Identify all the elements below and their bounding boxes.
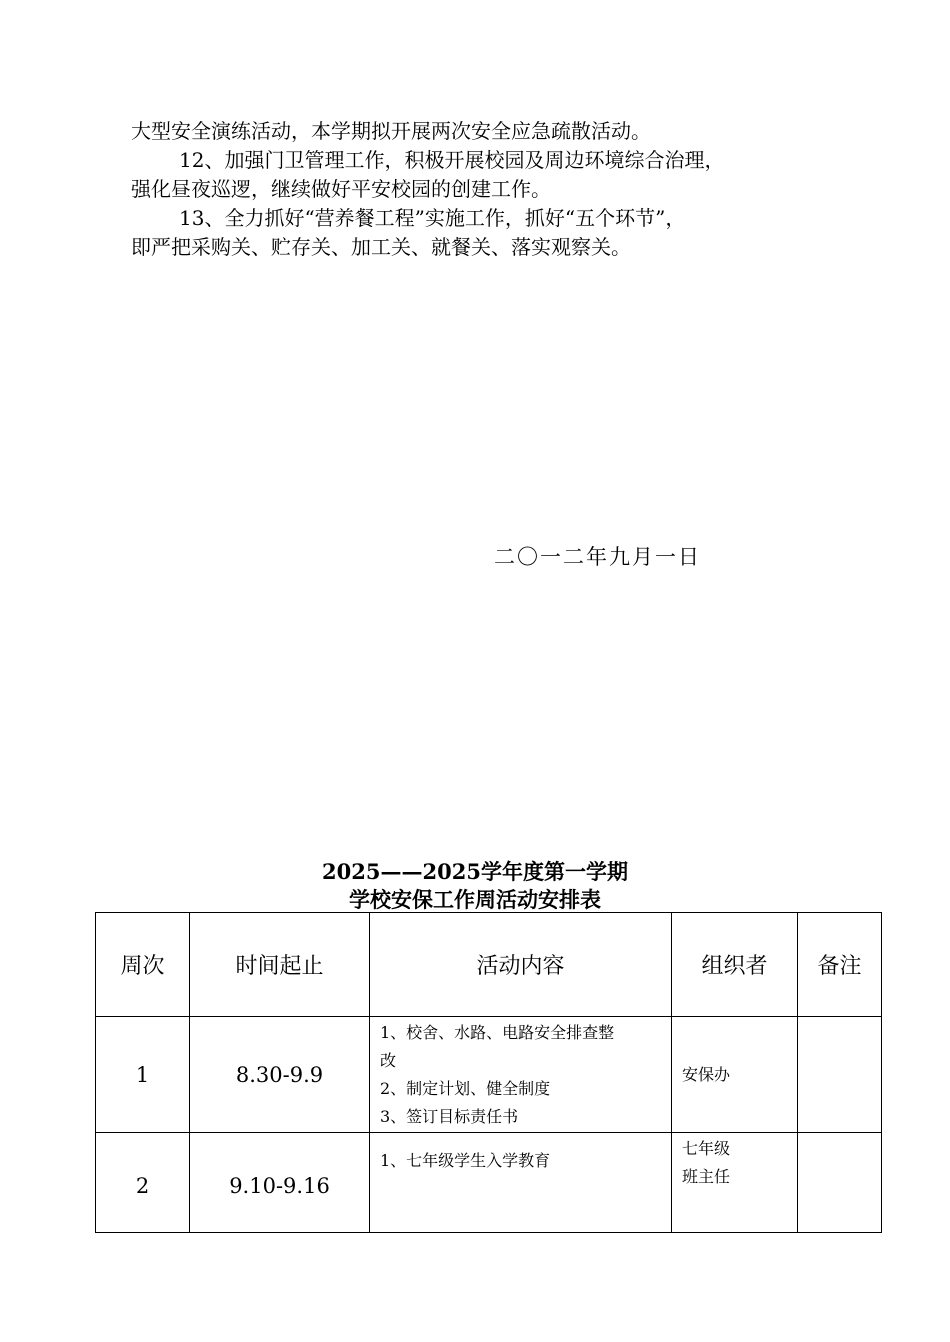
cell-time: 8.30-9.9 [190, 1017, 370, 1133]
paragraph-continuation [131, 117, 866, 146]
table-header-row [96, 913, 882, 1017]
schedule-table [95, 912, 882, 1233]
cell-organizer [672, 1017, 798, 1133]
cell-content [370, 1133, 672, 1233]
header-content: 活动内容 [370, 913, 672, 1017]
paragraph-item-12 [131, 146, 866, 204]
cell-organizer [672, 1133, 798, 1233]
content-line: 2、制定计划、健全制度 [380, 1079, 551, 1098]
table-title-line1: 2025——2025学年度第一学期 [322, 859, 628, 884]
paragraph-item-13 [131, 204, 866, 262]
header-week: 周次 [96, 913, 190, 1017]
cell-week: 1 [96, 1017, 190, 1133]
organizer-line: 七年级 [682, 1139, 731, 1158]
content-line: 改 [380, 1051, 397, 1070]
paragraph-line: 12、加强门卫管理工作，积极开展校园及周边环境综合治理， [179, 148, 725, 172]
table-title-line2: 学校安保工作周活动安排表 [349, 887, 601, 912]
cell-week: 2 [96, 1133, 190, 1233]
cell-content [370, 1017, 672, 1133]
table-row [96, 1133, 882, 1233]
content-line: 1、七年级学生入学教育 [380, 1151, 551, 1170]
cell-time: 9.10-9.16 [190, 1133, 370, 1233]
header-remark: 备注 [798, 913, 882, 1017]
header-time: 时间起止 [190, 913, 370, 1017]
table-row [96, 1017, 882, 1133]
cell-remark [798, 1017, 882, 1133]
paragraph-line: 强化昼夜巡逻，继续做好平安校园的创建工作。 [131, 177, 551, 201]
document-date: 二〇一二年九月一日 [494, 545, 701, 569]
cell-remark [798, 1133, 882, 1233]
organizer-line: 班主任 [682, 1167, 731, 1186]
content-line: 3、签订目标责任书 [380, 1107, 519, 1126]
organizer-line: 安保办 [682, 1064, 731, 1084]
paragraph-line: 即严把采购关、贮存关、加工关、就餐关、落实观察关。 [131, 235, 631, 259]
content-line: 1、校舍、水路、电路安全排查整 [380, 1023, 615, 1042]
paragraph-line: 大型安全演练活动，本学期拟开展两次安全应急疏散活动。 [131, 119, 651, 143]
paragraph-line: 13、全力抓好“营养餐工程”实施工作，抓好“五个环节”， [179, 206, 686, 230]
header-organizer: 组织者 [672, 913, 798, 1017]
